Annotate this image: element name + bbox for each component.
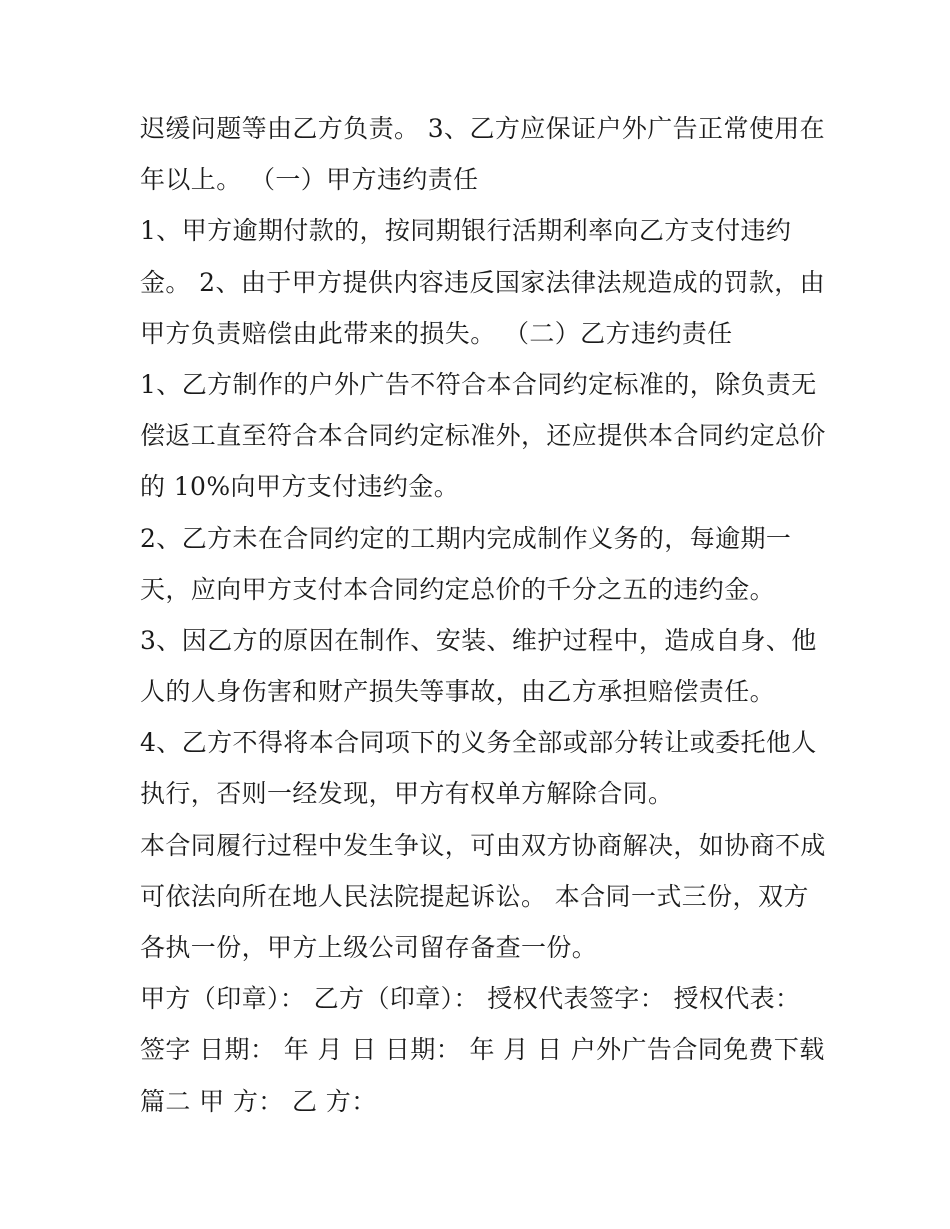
text-line: 执行，否则一经发现，甲方有权单方解除合同。: [140, 779, 674, 809]
text-line: 迟缓问题等由乙方负责。 3、乙方应保证户外广告正常使用在: [140, 114, 826, 143]
text-line: 甲方负责赔偿由此带来的损失。 （二）乙方违约责任: [140, 318, 733, 348]
text-line: 偿返工直至符合本合同约定标准外，还应提供本合同约定总价: [140, 421, 826, 451]
text-line: 1、乙方制作的户外广告不符合本合同约定标准的，除负责无: [140, 369, 817, 399]
contract-text-block: [140, 103, 830, 1127]
text-line: 甲方（印章）： 乙方（印章）： 授权代表签字： 授权代表：: [140, 984, 801, 1014]
text-line: 1、甲方逾期付款的，按同期银行活期利率向乙方支付违约: [140, 216, 792, 246]
text-line: 可依法向所在地人民法院提起诉讼。 本合同一式三份，双方: [140, 881, 809, 911]
text-line: 年以上。 （一）甲方违约责任: [140, 165, 479, 195]
text-line: 本合同履行过程中发生争议，可由双方协商解决，如协商不成: [140, 830, 826, 860]
text-line: 签字 日期： 年 月 日 日期： 年 月 日 户外广告合同免费下载: [140, 1035, 825, 1065]
text-line: 3、因乙方的原因在制作、安装、维护过程中，造成自身、他: [140, 625, 817, 655]
text-line: 的 10%向甲方支付违约金。: [140, 472, 460, 502]
text-line: 篇二 甲 方： 乙 方：: [140, 1086, 377, 1116]
text-line: 2、乙方未在合同约定的工期内完成制作义务的，每逾期一: [140, 523, 792, 553]
text-line: 天，应向甲方支付本合同约定总价的千分之五的违约金。: [140, 574, 776, 604]
text-line: 人的人身伤害和财产损失等事故，由乙方承担赔偿责任。: [140, 677, 776, 707]
text-line: 4、乙方不得将本合同项下的义务全部或部分转让或委托他人: [140, 728, 817, 758]
text-line: 金。 2、由于甲方提供内容违反国家法律法规造成的罚款，由: [140, 267, 826, 297]
text-line: 各执一份，甲方上级公司留存备查一份。: [140, 933, 598, 962]
